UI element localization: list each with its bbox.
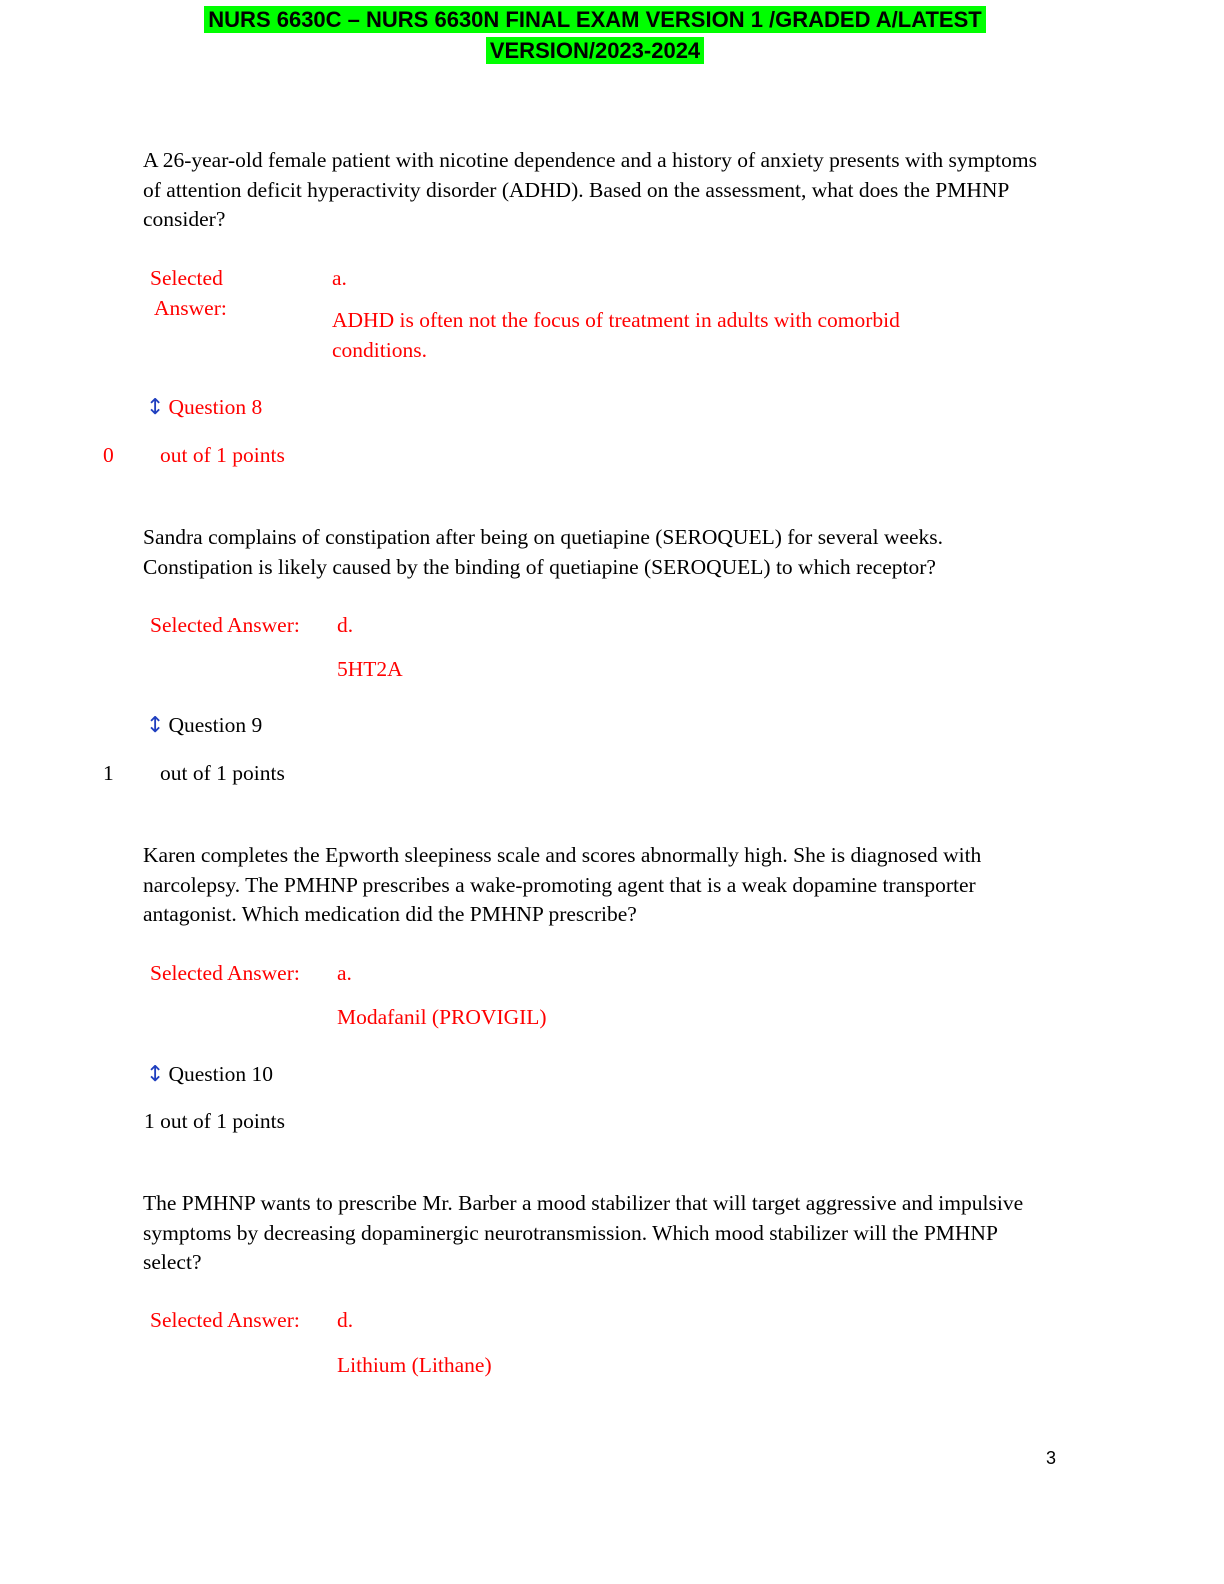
answer-text: Modafanil (PROVIGIL) (337, 1005, 547, 1029)
selected-answer-label: Selected Answer: (150, 961, 300, 985)
answer-text: Lithium (Lithane) (337, 1353, 492, 1377)
selected-answer-label: Selected Answer: (150, 266, 227, 320)
question-7-text: A 26-year-old female patient with nicotine dependence and a history of anxiety presents with symptoms of attention deficit hyperactivity disorder (ADHD). Based on the assessment, what does the PMHNP consider? (143, 148, 1037, 231)
question-10-text: The PMHNP wants to prescribe Mr. Barber a mood stabilizer that will target aggressive and impulsive symptoms by decreasing dopaminergic neurotransmission. Which mood stabilizer will the PMHNP select? (143, 1191, 1024, 1274)
answer-text: 5HT2A (337, 657, 403, 681)
up-down-arrow-icon: ↕ (146, 1062, 165, 1087)
selected-answer-label: Selected Answer: (150, 613, 300, 637)
question-9-points: out of 1 points (160, 761, 285, 785)
question-title: Question 9 (168, 713, 263, 737)
question-9-heading (146, 711, 262, 740)
question-title: Question 10 (168, 1062, 273, 1086)
answer-text: ADHD is often not the focus of treatment in adults with comorbid conditions. (332, 308, 900, 362)
title-line-2: VERSION/2023-2024 (486, 37, 704, 64)
answer-letter: d. (337, 613, 354, 637)
question-8-heading (146, 393, 262, 422)
up-down-arrow-icon: ↕ (146, 395, 165, 420)
page-number: 3 (1046, 1448, 1057, 1468)
document-title (0, 4, 1190, 66)
question-8-points: out of 1 points (160, 443, 285, 467)
title-line-1: NURS 6630C – NURS 6630N FINAL EXAM VERSION 1 /GRADED A/LATEST (204, 6, 985, 33)
up-down-arrow-icon: ↕ (146, 713, 165, 738)
question-9-score: 1 (103, 761, 114, 785)
question-9-text: Karen completes the Epworth sleepiness scale and scores abnormally high. She is diagnosed with narcolepsy. The PMHNP prescribes a wake-promoting agent that is a weak dopamine transporter antagonist. Which medication did the PMHNP prescribe? (143, 843, 982, 926)
question-8-text: Sandra complains of constipation after being on quetiapine (SEROQUEL) for several weeks. Constipation is likely caused by the binding of quetiapine (SEROQUEL) to which receptor? (143, 525, 944, 579)
question-title: Question 8 (168, 395, 263, 419)
selected-answer-label: Selected Answer: (150, 1308, 300, 1332)
question-10-points: 1 out of 1 points (144, 1109, 285, 1133)
question-8-score: 0 (103, 443, 114, 467)
answer-letter: a. (332, 266, 347, 290)
question-10-heading (146, 1060, 273, 1089)
answer-letter: d. (337, 1308, 354, 1332)
answer-letter: a. (337, 961, 352, 985)
